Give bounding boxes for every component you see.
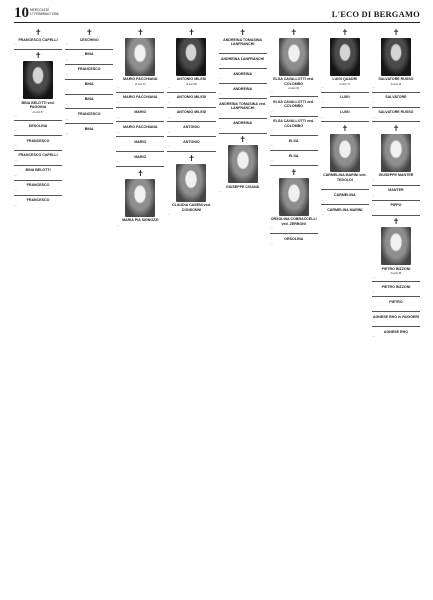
deceased-name: SALVATORE [385, 95, 407, 100]
obituary-notice [270, 234, 318, 248]
obituary-notice [14, 26, 62, 50]
deceased-portrait-photo [330, 38, 360, 76]
obituary-column [167, 26, 215, 592]
notice-body-text: … [270, 227, 273, 231]
obituary-notice [14, 196, 62, 210]
notice-body-text: … [219, 62, 222, 66]
obituary-notice [116, 137, 164, 152]
notice-body-text: … [65, 117, 69, 121]
obituary-notice [65, 80, 113, 95]
notice-body-text: … [321, 198, 324, 202]
obituary-notice [372, 108, 420, 123]
obituary-notice [372, 297, 420, 312]
obituary-notice [219, 99, 267, 118]
cross-icon: ✝ [392, 217, 400, 227]
obituary-column [372, 26, 420, 592]
obituary-notice [270, 117, 318, 136]
deceased-name: ANTONIO [183, 124, 200, 129]
page-masthead [14, 5, 420, 23]
cross-icon: ✝ [188, 27, 195, 37]
deceased-portrait-photo [381, 134, 411, 172]
deceased-name: FRANCESCO [26, 138, 50, 143]
deceased-name: PIETRO BIZZONI [381, 284, 411, 289]
deceased-name: ANDREINA TOMASINA ved. LANFRANCHI [219, 101, 267, 111]
deceased-name: MARIA PIA SIGNOZZI [122, 218, 159, 223]
notice-body-text: … [14, 43, 18, 47]
cross-icon: ✝ [341, 123, 349, 133]
deceased-portrait-photo [228, 145, 258, 183]
notice-body-text: … [372, 115, 375, 119]
deceased-name: ELSA CAVALLOTTI ved. COLOMBO [273, 77, 315, 86]
deceased-name: LUIGI QUADRI [332, 77, 358, 81]
deceased-name: GIUSEPPE MANTER [378, 173, 414, 178]
notice-body-text: … [372, 335, 375, 339]
deceased-name: BINA [84, 82, 94, 87]
deceased-name: ANDREINA [233, 71, 253, 76]
deceased-name: MARIO [134, 110, 147, 115]
obituary-notice [219, 54, 267, 69]
deceased-portrait-photo [381, 227, 411, 265]
notice-body-text: … [116, 100, 120, 104]
deceased-name: PIETRO [389, 299, 403, 304]
obituary-notice [321, 190, 369, 205]
deceased-name: ANTONIO [183, 139, 200, 144]
obituary-notice [372, 122, 420, 185]
obituary-column [116, 26, 164, 592]
deceased-name: ELSA CAVALLOTTI ved. COLOMBO [273, 119, 315, 128]
notice-body-text: … [372, 275, 375, 279]
obituary-notice [372, 26, 420, 93]
deceased-name: CARMELINA MARINI ved. TEDOLDI [323, 173, 367, 183]
cross-icon: ✝ [188, 153, 195, 163]
notice-body-text: … [116, 145, 120, 149]
cross-icon: ✝ [392, 27, 400, 37]
notice-body-text: … [270, 242, 273, 246]
obituary-notice [65, 50, 113, 65]
deceased-name: CARMELINA MARINI [327, 207, 363, 212]
cross-icon: ✝ [136, 27, 144, 37]
deceased-name: ANTONIO MILESI [176, 110, 207, 115]
notice-body-text: … [14, 173, 18, 177]
obituary-notice [14, 121, 62, 136]
notice-body-text: … [219, 47, 222, 51]
deceased-age: di anni 89 [288, 87, 299, 91]
obituary-notice [116, 152, 164, 167]
deceased-name: ANDREINA [233, 86, 253, 91]
deceased-name: ANTONIO MILESI [176, 95, 207, 100]
deceased-name: FRANCESCO CAPELLI [18, 153, 58, 158]
notice-body-text: … [65, 87, 69, 91]
notice-body-text: … [372, 305, 375, 309]
obituary-notice [372, 216, 420, 283]
obituary-notice [270, 151, 318, 166]
deceased-name: ORSOLINA [284, 236, 304, 241]
weekday: MERCOLEDÌ [30, 8, 49, 12]
notice-body-text: … [14, 159, 18, 163]
deceased-name: AGNESE RHO [383, 329, 409, 334]
deceased-name: LUIGI [340, 110, 350, 115]
notice-body-text: … [270, 109, 273, 113]
notice-body-text: … [116, 130, 120, 134]
deceased-name: FRANCESCO [77, 67, 101, 72]
obituary-notice [65, 65, 113, 80]
deceased-portrait-photo [381, 38, 411, 76]
deceased-name: PIETRO BIZZONI [381, 266, 411, 271]
obituary-column [219, 26, 267, 592]
notice-body-text: … [167, 85, 171, 89]
deceased-name: CLAUDIA CASENI ved. CONSONNI [172, 203, 211, 212]
deceased-name: SALVATORE RUSSO [378, 77, 414, 81]
notice-body-text: … [167, 213, 171, 217]
deceased-name: BINA [84, 97, 94, 102]
notice-body-text: … [219, 111, 222, 115]
notice-body-text: … [270, 129, 273, 133]
obituary-notice [270, 166, 318, 234]
notice-body-text: … [372, 290, 375, 294]
deceased-age: di anni 86 [186, 82, 197, 86]
cross-icon: ✝ [239, 135, 246, 145]
deceased-name: AGNESE RHO in RUGGERI [372, 314, 419, 319]
notice-body-text: … [65, 57, 69, 61]
obituary-notice [219, 26, 267, 54]
deceased-name: ANDREINA [233, 121, 253, 126]
notice-body-text: … [270, 144, 273, 148]
obituary-notice [270, 26, 318, 97]
obituary-column [270, 26, 318, 592]
deceased-name: BINA BELOTTI [25, 168, 51, 173]
obituary-notice [219, 119, 267, 134]
deceased-name: FRANCESCO [26, 198, 50, 203]
notice-body-text: … [14, 114, 18, 118]
deceased-name: ANDREINA TOMASINA LANFRANCHI [223, 37, 263, 47]
notice-body-text: … [372, 193, 375, 197]
obituary-notice [372, 312, 420, 327]
obituary-notice [14, 151, 62, 166]
notice-body-text: … [372, 320, 375, 324]
deceased-portrait-photo [176, 164, 206, 202]
obituary-notice [321, 26, 369, 93]
obituary-notice [167, 108, 215, 123]
deceased-portrait-photo [330, 134, 360, 172]
deceased-portrait-photo [279, 38, 309, 76]
deceased-name: MANTER [388, 188, 404, 193]
obituary-notice [321, 122, 369, 190]
cross-icon: ✝ [239, 27, 246, 37]
obituary-notice [116, 167, 164, 229]
deceased-name: MARIO [134, 139, 147, 144]
obituary-column [65, 26, 113, 592]
obituary-notice [65, 26, 113, 50]
notice-body-text: … [65, 132, 69, 136]
obituary-notice [372, 282, 420, 297]
notice-body-text: … [167, 100, 171, 104]
notice-body-text: … [372, 208, 375, 212]
notice-body-text: … [321, 183, 324, 187]
obituary-column [321, 26, 369, 592]
deceased-name: ANDREINA LANFRANCHI [220, 56, 265, 61]
cross-icon: ✝ [85, 27, 93, 37]
notice-body-text: … [372, 100, 375, 104]
deceased-portrait-photo [23, 61, 53, 99]
notice-body-text: … [219, 92, 222, 96]
deceased-age: di anni 74 [339, 82, 351, 86]
deceased-portrait-photo [125, 38, 155, 76]
deceased-portrait-photo [279, 178, 309, 216]
notice-body-text: … [167, 115, 171, 119]
deceased-age: di anni 88 [390, 272, 402, 276]
obituary-column [14, 26, 62, 592]
obituary-notice [219, 84, 267, 99]
notice-body-text: … [321, 213, 324, 217]
notice-body-text: … [116, 160, 120, 164]
full-date: 17 FEBBRAIO 1996 [30, 12, 59, 16]
notice-body-text: … [372, 85, 375, 89]
notice-body-text: … [219, 77, 222, 81]
deceased-name: FRANCESCO CAPELLI [18, 37, 58, 42]
deceased-name: ANTONIO MILESI [176, 77, 207, 81]
notice-body-text: … [219, 126, 222, 130]
notice-body-text: … [167, 145, 171, 149]
obituary-notice [167, 93, 215, 108]
obituary-notice [321, 93, 369, 108]
notice-body-text: … [116, 223, 120, 227]
cross-icon: ✝ [341, 27, 349, 37]
obituary-notice [14, 136, 62, 151]
notice-body-text: … [167, 130, 171, 134]
obituary-notice [219, 69, 267, 84]
obituary-notice [372, 93, 420, 108]
cross-icon: ✝ [136, 168, 144, 178]
cross-icon: ✝ [290, 167, 298, 177]
deceased-portrait-photo [176, 38, 206, 76]
deceased-name: MARIO PACCHIANA [123, 95, 158, 100]
deceased-name: GIUSEPPE CISANA [225, 184, 260, 189]
obituary-notice [65, 109, 113, 124]
cross-icon: ✝ [34, 51, 42, 61]
notice-body-text: … [116, 115, 120, 119]
obituary-notice [167, 152, 215, 219]
deceased-name: DESOLINA [28, 123, 48, 128]
deceased-name: MARIO [134, 154, 147, 159]
deceased-name: BINA BELOTTI ved. PAGGINA [21, 100, 55, 110]
notice-body-text: … [321, 85, 324, 89]
obituary-notice [219, 134, 267, 196]
obituary-notice [167, 137, 215, 152]
deceased-name: BINA [84, 126, 94, 131]
deceased-age: di anni 87 [32, 111, 44, 115]
newspaper-name: L'ECO DI BERGAMO [331, 9, 420, 19]
obituary-notice [270, 136, 318, 151]
notice-body-text: … [116, 85, 120, 89]
deceased-name: FRANCESCO [26, 183, 50, 188]
page-number: 10 [14, 5, 29, 21]
deceased-name: MARIO PACCHIANA [123, 77, 158, 81]
deceased-name: ELSA CAVALLOTTI ved. COLOMBO [273, 99, 315, 109]
obituary-notice [116, 122, 164, 137]
deceased-portrait-photo [125, 179, 155, 217]
deceased-name: BINA [84, 52, 94, 57]
deceased-name: CARMELINA [334, 192, 356, 197]
cross-icon: ✝ [290, 27, 298, 37]
obituary-notice [116, 108, 164, 123]
notice-body-text: … [321, 100, 324, 104]
obituary-notice [65, 95, 113, 110]
notice-body-text: … [65, 72, 69, 76]
cross-icon: ✝ [392, 123, 400, 133]
obituary-notice [167, 122, 215, 137]
deceased-name: ORSOLINA COBRACCELLI ved. ZERBONI [270, 217, 317, 226]
obituary-notice [372, 186, 420, 201]
obituary-notice [14, 181, 62, 196]
notice-body-text: … [14, 144, 18, 148]
notice-body-text: … [14, 129, 18, 133]
deceased-name: SALVATORE RUSSO [378, 110, 414, 115]
notice-body-text: … [14, 188, 18, 192]
obituary-notice [321, 108, 369, 123]
notice-body-text: … [65, 43, 69, 47]
deceased-name: ELSA [288, 138, 299, 143]
issue-date [30, 8, 59, 16]
obituary-notice [65, 124, 113, 138]
obituary-notice [372, 327, 420, 341]
notice-body-text: … [321, 115, 324, 119]
deceased-name: LUIGI [340, 95, 350, 100]
obituary-notice [14, 50, 62, 121]
obituary-notice [372, 201, 420, 216]
notice-body-text: … [270, 90, 273, 94]
obituary-notice [321, 205, 369, 219]
obituary-notice [14, 166, 62, 181]
deceased-age: di anni 82 [135, 82, 146, 86]
notice-body-text: … [219, 190, 222, 194]
notice-body-text: … [14, 203, 18, 207]
deceased-name: ELSA [288, 153, 299, 158]
notice-body-text: … [65, 102, 69, 106]
notice-body-text: … [372, 179, 375, 183]
obituary-notice [116, 93, 164, 108]
deceased-age: di anni 48 [390, 82, 402, 86]
deceased-name: PIPPO [390, 203, 402, 208]
notice-body-text: … [270, 159, 273, 163]
obituary-columns [14, 26, 420, 592]
deceased-name: CESCHINO [79, 37, 99, 42]
obituary-notice [167, 26, 215, 93]
obituary-notice [270, 97, 318, 116]
obituary-notice [116, 26, 164, 93]
deceased-name: MARIO PACCHIANA [123, 124, 158, 129]
cross-icon: ✝ [34, 27, 42, 37]
deceased-name: FRANCESCO [77, 111, 101, 116]
